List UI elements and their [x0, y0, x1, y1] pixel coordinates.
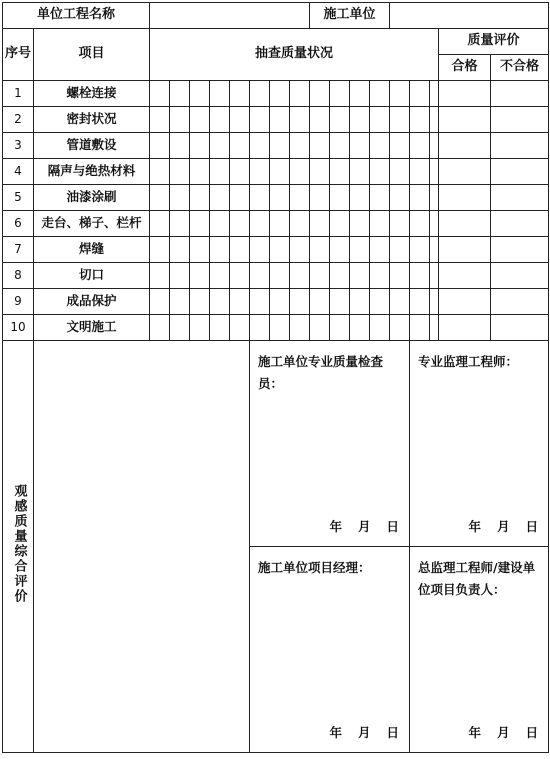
inspection-cell[interactable]: [190, 81, 210, 107]
inspection-cell[interactable]: [290, 289, 310, 315]
row-item: 密封状况: [34, 107, 150, 133]
inspection-cell[interactable]: [150, 237, 170, 263]
inspection-cell[interactable]: [310, 289, 330, 315]
inspection-cell[interactable]: [310, 107, 330, 133]
inspection-header: 抽查质量状况: [150, 29, 439, 81]
pass-cell[interactable]: [439, 237, 491, 263]
fail-cell[interactable]: [491, 315, 549, 341]
inspection-cell[interactable]: [430, 81, 439, 107]
row-number: 8: [3, 263, 34, 289]
chief-label: 总监理工程师/建设单位项目负责人：: [418, 560, 536, 597]
inspection-cell[interactable]: [210, 211, 230, 237]
inspection-cell[interactable]: [350, 185, 370, 211]
inspection-cell[interactable]: [190, 107, 210, 133]
inspection-cell[interactable]: [390, 289, 410, 315]
inspection-cell[interactable]: [410, 315, 430, 341]
inspection-cell[interactable]: [250, 107, 270, 133]
inspection-cell[interactable]: [150, 211, 170, 237]
pass-header: 合格: [439, 55, 491, 81]
inspection-cell[interactable]: [410, 107, 430, 133]
fail-cell[interactable]: [491, 211, 549, 237]
pass-cell[interactable]: [439, 263, 491, 289]
pass-cell[interactable]: [439, 81, 491, 107]
inspection-cell[interactable]: [390, 133, 410, 159]
fail-cell[interactable]: [491, 237, 549, 263]
inspection-cell[interactable]: [390, 185, 410, 211]
appearance-quality-form: [2, 2, 549, 753]
inspection-cell[interactable]: [390, 263, 410, 289]
row-number: 4: [3, 159, 34, 185]
inspection-cell[interactable]: [270, 133, 290, 159]
inspection-cell[interactable]: [290, 81, 310, 107]
inspector-label: 施工单位专业质量检查员：: [258, 354, 384, 391]
inspection-cell[interactable]: [290, 133, 310, 159]
pass-cell[interactable]: [439, 315, 491, 341]
chief-sign-cell[interactable]: [410, 547, 549, 753]
inspection-cell[interactable]: [230, 133, 250, 159]
inspection-cell[interactable]: [270, 263, 290, 289]
inspection-cell[interactable]: [430, 263, 439, 289]
row-item: 文明施工: [34, 315, 150, 341]
inspection-cell[interactable]: [410, 237, 430, 263]
header-row: [3, 3, 549, 29]
inspection-cell[interactable]: [250, 81, 270, 107]
inspection-cell[interactable]: [390, 211, 410, 237]
inspection-cell[interactable]: [310, 133, 330, 159]
inspection-cell[interactable]: [270, 289, 290, 315]
supervisor-date: 年 月 日: [468, 518, 539, 534]
item-header: 项目: [34, 29, 150, 81]
table-row: [3, 159, 549, 185]
inspection-cell[interactable]: [350, 159, 370, 185]
inspection-cell[interactable]: [430, 289, 439, 315]
inspection-cell[interactable]: [250, 159, 270, 185]
inspection-cell[interactable]: [410, 185, 430, 211]
inspection-cell[interactable]: [170, 211, 190, 237]
inspection-cell[interactable]: [350, 263, 370, 289]
row-item: 油漆涂刷: [34, 185, 150, 211]
table-row: [3, 289, 549, 315]
inspection-cell[interactable]: [150, 81, 170, 107]
inspection-cell[interactable]: [370, 133, 390, 159]
inspection-cell[interactable]: [330, 185, 350, 211]
inspection-cell[interactable]: [350, 211, 370, 237]
row-item: 走台、梯子、栏杆: [34, 211, 150, 237]
inspection-cell[interactable]: [190, 237, 210, 263]
inspection-cell[interactable]: [390, 315, 410, 341]
inspection-cell[interactable]: [350, 289, 370, 315]
inspection-cell[interactable]: [210, 81, 230, 107]
row-number: 9: [3, 289, 34, 315]
inspection-cell[interactable]: [310, 159, 330, 185]
inspection-cell[interactable]: [290, 107, 310, 133]
inspection-cell[interactable]: [210, 133, 230, 159]
table-row: [3, 315, 549, 341]
seq-header: 序号: [3, 29, 34, 81]
column-header-row: [3, 29, 549, 55]
inspection-cell[interactable]: [290, 315, 310, 341]
row-number: 1: [3, 81, 34, 107]
inspection-cell[interactable]: [410, 133, 430, 159]
inspector-date: 年 月 日: [329, 518, 400, 534]
inspection-cell[interactable]: [170, 81, 190, 107]
inspection-cell[interactable]: [250, 211, 270, 237]
inspection-cell[interactable]: [330, 159, 350, 185]
inspection-cell[interactable]: [430, 315, 439, 341]
inspection-cell[interactable]: [250, 315, 270, 341]
fail-cell[interactable]: [491, 81, 549, 107]
inspection-cell[interactable]: [370, 185, 390, 211]
inspection-cell[interactable]: [330, 81, 350, 107]
inspection-cell[interactable]: [410, 81, 430, 107]
inspection-cell[interactable]: [230, 107, 250, 133]
inspection-cell[interactable]: [390, 107, 410, 133]
inspection-cell[interactable]: [190, 315, 210, 341]
inspection-cell[interactable]: [430, 159, 439, 185]
inspection-cell[interactable]: [150, 289, 170, 315]
row-item: 管道敷设: [34, 133, 150, 159]
evaluation-label: 观感质量综合评价: [11, 484, 27, 605]
inspection-cell[interactable]: [310, 185, 330, 211]
inspection-cell[interactable]: [210, 185, 230, 211]
inspection-cell[interactable]: [150, 107, 170, 133]
inspection-cell[interactable]: [230, 81, 250, 107]
manager-date: 年 月 日: [329, 724, 400, 740]
inspection-cell[interactable]: [270, 185, 290, 211]
row-number: 10: [3, 315, 34, 341]
inspection-cell[interactable]: [230, 289, 250, 315]
fail-cell[interactable]: [491, 159, 549, 185]
row-number: 7: [3, 237, 34, 263]
pass-cell[interactable]: [439, 289, 491, 315]
inspection-cell[interactable]: [290, 159, 310, 185]
row-item: 螺栓连接: [34, 81, 150, 107]
fail-header: 不合格: [491, 55, 549, 81]
inspection-cell[interactable]: [270, 159, 290, 185]
pass-cell[interactable]: [439, 107, 491, 133]
inspection-cell[interactable]: [230, 237, 250, 263]
row-number: 3: [3, 133, 34, 159]
inspector-sign-cell[interactable]: [250, 341, 410, 547]
project-name-label: 单位工程名称: [3, 3, 150, 29]
row-item: 焊缝: [34, 237, 150, 263]
inspection-cell[interactable]: [390, 159, 410, 185]
inspection-cell[interactable]: [430, 185, 439, 211]
inspection-cell[interactable]: [330, 263, 350, 289]
inspection-cell[interactable]: [310, 315, 330, 341]
inspection-cell[interactable]: [290, 211, 310, 237]
table-row: [3, 81, 549, 107]
inspection-cell[interactable]: [350, 133, 370, 159]
table-row: [3, 211, 549, 237]
inspection-cell[interactable]: [210, 315, 230, 341]
inspection-cell[interactable]: [250, 185, 270, 211]
inspection-cell[interactable]: [150, 263, 170, 289]
inspection-cell[interactable]: [310, 211, 330, 237]
inspection-cell[interactable]: [190, 263, 210, 289]
pass-cell[interactable]: [439, 185, 491, 211]
inspection-cell[interactable]: [170, 185, 190, 211]
inspection-cell[interactable]: [410, 289, 430, 315]
inspection-cell[interactable]: [170, 315, 190, 341]
inspection-cell[interactable]: [370, 211, 390, 237]
inspection-cell[interactable]: [270, 237, 290, 263]
inspection-cell[interactable]: [230, 263, 250, 289]
inspection-cell[interactable]: [230, 159, 250, 185]
fail-cell[interactable]: [491, 133, 549, 159]
chief-date: 年 月 日: [468, 724, 539, 740]
rating-header: 质量评价: [439, 29, 549, 55]
inspection-cell[interactable]: [350, 81, 370, 107]
inspection-cell[interactable]: [390, 237, 410, 263]
inspection-cell[interactable]: [150, 133, 170, 159]
inspection-cell[interactable]: [350, 107, 370, 133]
contractor-label: 施工单位: [310, 3, 390, 29]
row-number: 5: [3, 185, 34, 211]
inspection-cell[interactable]: [370, 315, 390, 341]
inspection-cell[interactable]: [190, 133, 210, 159]
inspection-cell[interactable]: [430, 211, 439, 237]
fail-cell[interactable]: [491, 263, 549, 289]
inspection-cell[interactable]: [250, 289, 270, 315]
inspection-cell[interactable]: [370, 237, 390, 263]
contractor-value[interactable]: [390, 3, 549, 29]
inspection-cell[interactable]: [410, 159, 430, 185]
project-name-value[interactable]: [150, 3, 310, 29]
inspection-cell[interactable]: [170, 263, 190, 289]
fail-cell[interactable]: [491, 289, 549, 315]
inspection-cell[interactable]: [210, 237, 230, 263]
row-item: 切口: [34, 263, 150, 289]
evaluation-content[interactable]: [34, 341, 250, 753]
table-row: [3, 263, 549, 289]
inspection-cell[interactable]: [170, 237, 190, 263]
supervisor-sign-cell[interactable]: [410, 341, 549, 547]
inspection-cell[interactable]: [310, 237, 330, 263]
inspection-cell[interactable]: [210, 289, 230, 315]
manager-label: 施工单位项目经理：: [258, 560, 371, 575]
table-row: [3, 185, 549, 211]
inspection-cell[interactable]: [210, 159, 230, 185]
pass-cell[interactable]: [439, 211, 491, 237]
inspection-cell[interactable]: [190, 211, 210, 237]
inspection-cell[interactable]: [250, 237, 270, 263]
manager-sign-cell[interactable]: [250, 547, 410, 753]
row-item: 隔声与绝热材料: [34, 159, 150, 185]
inspection-cell[interactable]: [290, 263, 310, 289]
inspection-cell[interactable]: [170, 133, 190, 159]
inspection-cell[interactable]: [270, 81, 290, 107]
inspection-cell[interactable]: [370, 263, 390, 289]
supervisor-label: 专业监理工程师：: [418, 354, 519, 369]
inspection-cell[interactable]: [310, 81, 330, 107]
inspection-cell[interactable]: [250, 263, 270, 289]
inspection-cell[interactable]: [150, 159, 170, 185]
inspection-cell[interactable]: [210, 107, 230, 133]
inspection-cell[interactable]: [290, 237, 310, 263]
row-item: 成品保护: [34, 289, 150, 315]
inspection-cell[interactable]: [310, 263, 330, 289]
inspection-cell[interactable]: [370, 81, 390, 107]
inspection-cell[interactable]: [370, 289, 390, 315]
inspection-cell[interactable]: [250, 133, 270, 159]
inspection-cell[interactable]: [330, 133, 350, 159]
inspection-cell[interactable]: [410, 211, 430, 237]
inspection-cell[interactable]: [370, 107, 390, 133]
inspection-cell[interactable]: [210, 263, 230, 289]
inspection-cell[interactable]: [150, 185, 170, 211]
inspection-cell[interactable]: [170, 159, 190, 185]
inspection-cell[interactable]: [330, 107, 350, 133]
inspection-cell[interactable]: [430, 133, 439, 159]
evaluation-label-cell: [3, 341, 34, 753]
fail-cell[interactable]: [491, 185, 549, 211]
evaluation-row-top: [3, 341, 549, 547]
inspection-cell[interactable]: [190, 159, 210, 185]
inspection-cell[interactable]: [330, 211, 350, 237]
inspection-cell[interactable]: [230, 211, 250, 237]
pass-cell[interactable]: [439, 159, 491, 185]
table-row: [3, 237, 549, 263]
inspection-cell[interactable]: [150, 315, 170, 341]
inspection-cell[interactable]: [170, 289, 190, 315]
inspection-cell[interactable]: [270, 211, 290, 237]
inspection-cell[interactable]: [290, 185, 310, 211]
table-row: [3, 133, 549, 159]
pass-cell[interactable]: [439, 133, 491, 159]
inspection-cell[interactable]: [350, 237, 370, 263]
inspection-cell[interactable]: [190, 185, 210, 211]
inspection-cell[interactable]: [270, 315, 290, 341]
inspection-cell[interactable]: [270, 107, 290, 133]
inspection-cell[interactable]: [170, 107, 190, 133]
inspection-cell[interactable]: [410, 263, 430, 289]
inspection-cell[interactable]: [370, 159, 390, 185]
inspection-cell[interactable]: [330, 289, 350, 315]
fail-cell[interactable]: [491, 107, 549, 133]
table-row: [3, 107, 549, 133]
inspection-cell[interactable]: [390, 81, 410, 107]
inspection-cell[interactable]: [430, 237, 439, 263]
inspection-cell[interactable]: [330, 315, 350, 341]
inspection-cell[interactable]: [230, 185, 250, 211]
inspection-cell[interactable]: [330, 237, 350, 263]
row-number: 6: [3, 211, 34, 237]
inspection-cell[interactable]: [430, 107, 439, 133]
inspection-cell[interactable]: [350, 315, 370, 341]
row-number: 2: [3, 107, 34, 133]
inspection-cell[interactable]: [190, 289, 210, 315]
inspection-cell[interactable]: [230, 315, 250, 341]
